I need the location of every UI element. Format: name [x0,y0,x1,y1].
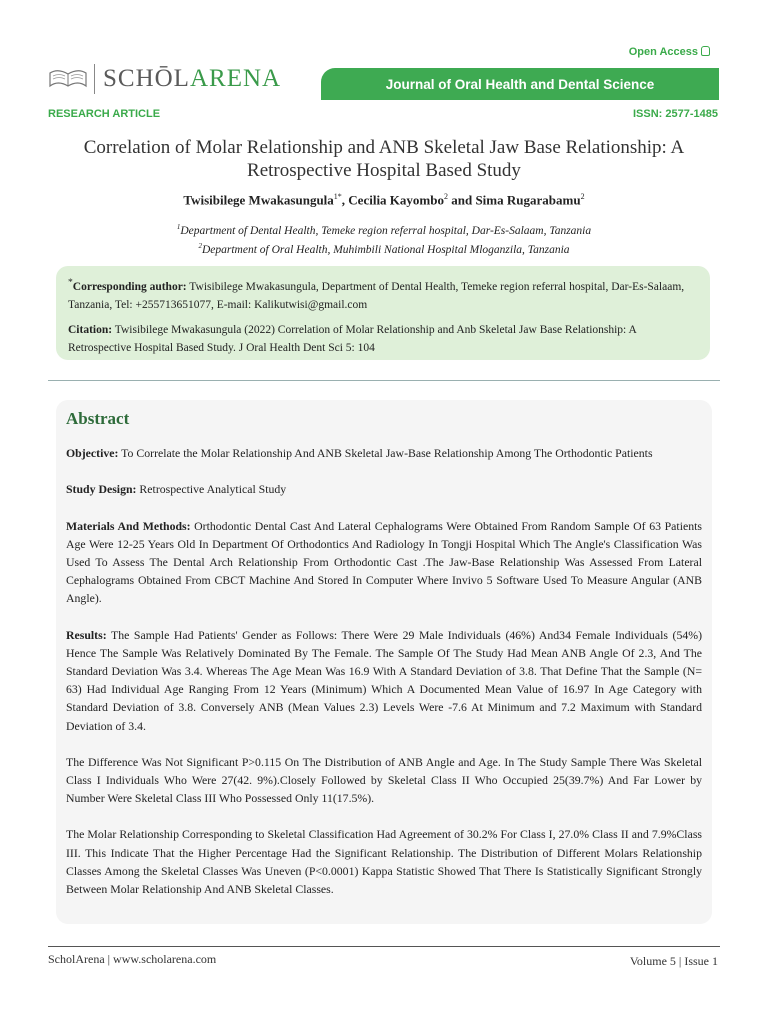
author-separator: and [447,192,476,208]
abstract-molar: The Molar Relationship Corresponding to Skeletal Classification Had Agreement of 30.2% For Class I, 27.0% Class II and 7.9%Class III. This Indicate That the Higher Percentage Had the Significant Relationship. The Distribution of Different Molars Relationship Classes Among the Skeletal Classes Was Uneven (P<0.0001) Kappa Statistic Showed That There Is Statistically Significant Strongly Between Molar Relationship And ANB Skeletal Classes. [66,827,702,897]
author-name: Sima Rugarabamu [475,192,581,208]
open-access-text: Open Access [628,46,698,58]
corresponding-text: Twisibilege Mwakasungula, Department of Dental Health, Temeke region referral hospital, Dar-Es-Salaam, Tanzania, Tel: +255713651077, E-mail: Kalikutwisi@gmail.com [68,280,685,312]
book-icon [48,68,88,90]
author-name: Cecilia Kayombo [348,192,444,208]
title-line-2: Retrospective Hospital Based Study [247,160,521,181]
abstract-section [56,400,712,924]
citation [68,321,698,358]
authors [0,192,768,208]
citation-label: Citation: [68,323,113,336]
journal-banner [321,68,719,100]
author-superscript: 1* [333,192,342,201]
asterisk: * [68,277,73,288]
abstract-objective: Objective: To Correlate the Molar Relationship And ANB Skeletal Jaw-Base Relationship Among The Orthodontic Patients [66,446,653,461]
abstract-methods: Materials And Methods: Orthodontic Dental Cast And Lateral Cephalograms Were Obtained From Random Sample Of 63 Patients Age Were 12-25 Years Old In Department Of Orthodontics And Radiology In Tongji Hospital Which The Angle's Classification Was Used To Assess The Dental Arch Relationship From Orthodontic Cast .The Jaw-Base Relationship Was Assessed From Lateral Cephalograms Obtained From CBCT Machine And Stored In Computer Where Invivo 5 Software Used To Measure Angular (ANB Angle). [66,518,702,606]
affiliations [0,220,768,258]
abstract-results: Results: The Sample Had Patients' Gender as Follows: There Were 29 Male Individuals (46%) And34 Female Individuals (54%) Hence The Sample Was Relatively Dominated By The Female. The Sample Of The Study Had Mean ANB Angle Of 2.3, And The Standard Deviation Was 3.4. Whereas The Age Mean Was 16.9 With A Standard Deviation of 3.8. That Define That the Sample (N= 63) Had Individual Age Ranging From 12 Years (Minimum) Which A Documented Mean Value of 16.97 In Age Category with Standard Deviation of 3.8. Conversely ANB (Mean Values 2.3) Levels Were -7.6 At Minimum and 7.2 Maximum with Standard Deviation of 3.4. [66,627,702,733]
corresponding-label: Corresponding author: [72,280,187,293]
open-access-label [629,46,710,58]
author-superscript: 2 [443,192,448,201]
footer-divider [48,946,720,947]
corresponding-author [68,274,698,315]
footer-publisher[interactable]: ScholArena | www.scholarena.com [48,952,217,966]
footer-volume: Volume 5 | Issue 1 [629,954,718,968]
author-separator: , [341,192,349,208]
logo-divider [94,64,95,94]
abstract-heading: Abstract [66,409,130,428]
affiliation-2: $^2$Department of Oral Health, Muhimbili National Hospital Mloganzila, Tanzania [198,241,570,256]
citation-text: Twisibilege Mwakasungula (2022) Correlation of Molar Relationship and Anb Skeletal Jaw Base Relationship: A Retrospective Hospital Based Study. J Oral Health Dent Sci 5: 104 [68,323,637,355]
affiliation-1: $^1$Department of Dental Health, Temeke region referral hospital, Dar-Es-Salaam, Tanzania [176,223,592,237]
article-title [60,136,708,182]
abstract-design: Study Design: Retrospective Analytical Study [66,482,287,497]
correspondence-box [56,266,710,360]
section-divider [48,380,720,381]
author-name: Twisibilege Mwakasungula [183,192,334,208]
scholarena-logo[interactable] [48,62,281,96]
journal-name: Journal of Oral Health and Dental Science [385,76,655,92]
logo-text: SCHŌLARENA [103,65,282,92]
issn: ISSN: 2577-1485 [633,108,718,120]
title-line-1: Correlation of Molar Relationship and ANB Skeletal Jaw Base Relationship: A [83,137,685,158]
author-superscript: 2 [580,192,585,201]
open-lock-icon [701,46,710,56]
abstract-difference: The Difference Was Not Significant P>0.115 On The Distribution of ANB Angle and Age. In The Study Sample There Was Skeletal Class I Individuals Who Were 27(42. 9%).Closely Followed by Skeletal Class II Who Occupied 25(39.7%) And Far Lower by Number Were Skeletal Class III Who Possessed Only 11(17.5%). [66,754,702,806]
article-type: RESEARCH ARTICLE [48,108,161,120]
